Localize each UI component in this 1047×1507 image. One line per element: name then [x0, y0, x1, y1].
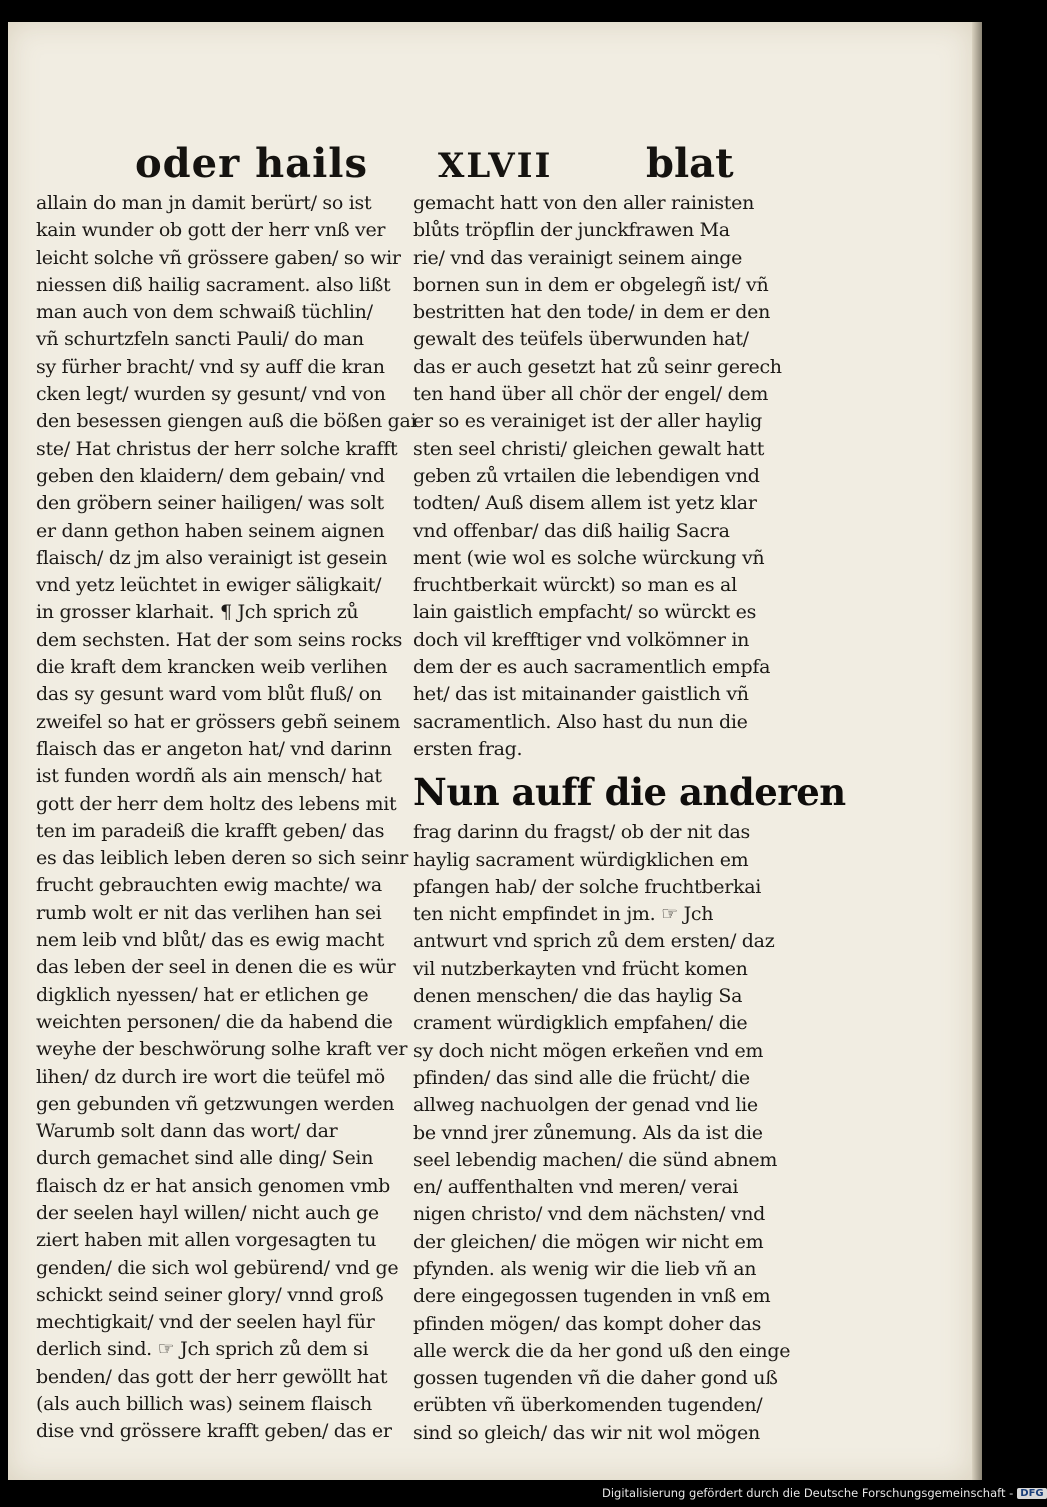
- text-line: dise vnd grössere krafft geben/ das er: [36, 1420, 392, 1443]
- text-line: pfinden/ das sind alle die frücht/ die: [413, 1066, 750, 1089]
- text-line: bestritten hat den tode/ in dem er den: [413, 301, 771, 324]
- text-line: dem sechsten. Hat der som seins rocks: [36, 628, 403, 651]
- text-line: allain do man jn damit berürt/ so ist: [36, 192, 372, 214]
- text-line: bornen sun in dem er obgelegñ ist/ vñ: [413, 273, 769, 296]
- text-line: sy fürher bracht/ vnd sy auff die kran: [36, 355, 385, 378]
- text-line: doch vil krefftiger vnd volkömner in: [413, 628, 750, 651]
- section-heading: Nun auff die anderen: [413, 770, 846, 815]
- text-line: derlich sind. ☞ Jch sprich zů dem si: [36, 1338, 369, 1361]
- text-line: gott der herr dem holtz des lebens mit: [36, 792, 397, 815]
- text-line: sind so gleich/ das wir nit wol mögen: [413, 1421, 760, 1444]
- text-line: frucht gebrauchten ewig machte/ wa: [36, 874, 382, 897]
- text-line: der gleichen/ die mögen wir nicht em: [413, 1230, 764, 1253]
- text-line: er dann gethon haben seinem aignen: [36, 519, 385, 542]
- text-line: nigen christo/ vnd dem nächsten/ vnd: [413, 1203, 766, 1226]
- funding-credit-text: Digitalisierung gefördert durch die Deutsche Forschungsgemeinschaft -: [602, 1486, 1014, 1500]
- text-line: den gröbern seiner hailigen/ was solt: [36, 492, 384, 515]
- text-line: schickt seind seiner glory/ vnnd groß: [36, 1283, 384, 1306]
- text-line: rumb wolt er nit das verlihen han sei: [36, 901, 382, 924]
- text-line: vñ schurtzfeln sancti Pauli/ do man: [36, 328, 364, 351]
- text-line: das er auch gesetzt hat zů seinr gerech: [413, 355, 782, 378]
- text-line: sy doch nicht mögen erkeñen vnd em: [413, 1039, 764, 1062]
- text-line: ist funden wordñ als ain mensch/ hat: [36, 765, 382, 788]
- dfg-logo: DFG: [1017, 1488, 1046, 1499]
- text-line: vil nutzberkayten vnd frücht komen: [413, 957, 748, 980]
- text-line: digklich nyessen/ hat er etlichen ge: [36, 983, 369, 1006]
- text-line: flaisch dz er hat ansich genomen vmb: [36, 1174, 391, 1197]
- text-line: weichten personen/ die da habend die: [36, 1010, 393, 1033]
- text-line: leicht solche vñ grössere gaben/ so wir: [36, 246, 401, 269]
- text-line: fruchtberkait würckt) so man es al: [413, 574, 737, 597]
- text-line: das leben der seel in denen die es wür: [36, 956, 396, 979]
- folio-number: XLVII: [438, 146, 553, 186]
- text-line: vnd offenbar/ das diß hailig Sacra: [413, 519, 730, 542]
- text-line: das sy gesunt ward vom blůt fluß/ on: [36, 683, 382, 706]
- text-line: gemacht hatt von den aller rainisten: [413, 192, 755, 214]
- text-line: pfangen hab/ der solche fruchtberkai: [413, 875, 762, 898]
- running-head-title: oder hails: [135, 140, 369, 187]
- text-line: den besessen giengen auß die bößen gai: [36, 410, 417, 433]
- left-text-column: [36, 190, 417, 1446]
- text-line: todten/ Auß disem allem ist yetz klar: [413, 492, 757, 515]
- text-line: pfynden. als wenig wir die lieb vñ an: [413, 1257, 757, 1280]
- right-column-top-text: [413, 190, 782, 763]
- text-line: crament würdigklich empfahen/ die: [413, 1012, 748, 1035]
- text-line: en/ auffenthalten vnd meren/ verai: [413, 1176, 739, 1199]
- text-line: seel lebendig machen/ die sünd abnem: [413, 1148, 778, 1171]
- text-line: niessen diß hailig sacrament. also lißt: [36, 273, 391, 296]
- text-line: es das leiblich leben deren so sich seinr: [36, 847, 409, 870]
- text-line: genden/ die sich wol gebürend/ vnd ge: [36, 1256, 399, 1279]
- text-line: flaisch das er angeton hat/ vnd darinn: [36, 737, 392, 760]
- text-line: alle werck die da her gond uß den einge: [413, 1339, 791, 1362]
- text-line: Warumb solt dann das wort/ dar: [36, 1120, 338, 1143]
- text-line: sacramentlich. Also hast du nun die: [413, 710, 748, 733]
- text-line: dem der es auch sacramentlich empfa: [413, 656, 771, 679]
- text-line: het/ das ist mitainander gaistlich vñ: [413, 683, 749, 706]
- text-line: er so es verainiget ist der aller haylig: [413, 410, 762, 433]
- text-line: allweg nachuolgen der genad vnd lie: [413, 1094, 758, 1117]
- text-line: geben zů vrtailen die lebendigen vnd: [413, 464, 760, 487]
- text-line: ten nicht empfindet in jm. ☞ Jch: [413, 903, 714, 926]
- text-line: weyhe der beschwörung solhe kraft ver: [36, 1038, 408, 1061]
- running-head-blat: blat: [646, 140, 734, 187]
- text-line: der seelen hayl willen/ nicht auch ge: [36, 1201, 379, 1224]
- text-line: durch gemachet sind alle ding/ Sein: [36, 1147, 374, 1170]
- text-line: pfinden mögen/ das kompt doher das: [413, 1312, 762, 1335]
- text-line: ment (wie wol es solche würckung vñ: [413, 546, 765, 569]
- text-line: geben den klaidern/ dem gebain/ vnd: [36, 464, 385, 487]
- right-column-bottom-text: [413, 819, 791, 1447]
- text-line: (als auch billich was) seinem flaisch: [36, 1393, 372, 1416]
- funding-credit: [602, 1486, 1044, 1504]
- text-line: frag darinn du fragst/ ob der nit das: [413, 821, 750, 844]
- text-line: mechtigkait/ vnd der seelen hayl für: [36, 1311, 375, 1334]
- text-line: sten seel christi/ gleichen gewalt hatt: [413, 437, 765, 460]
- text-line: erübten vñ überkomenden tugenden/: [413, 1394, 763, 1417]
- text-line: gewalt des teüfels überwunden hat/: [413, 328, 749, 351]
- text-line: blůts tröpflin der junckfrawen Ma: [413, 219, 730, 242]
- text-line: antwurt vnd sprich zů dem ersten/ daz: [413, 930, 775, 953]
- right-text-column: [413, 190, 846, 1447]
- text-line: kain wunder ob gott der herr vnß ver: [36, 219, 386, 242]
- text-line: be vnnd jrer zůnemung. Als da ist die: [413, 1121, 763, 1144]
- text-line: gossen tugenden vñ die daher gond uß: [413, 1367, 778, 1390]
- text-line: vnd yetz leüchtet in ewiger säligkait/: [36, 574, 382, 597]
- text-line: in grosser klarhait. ¶ Jch sprich zů: [36, 601, 359, 624]
- text-line: cken legt/ wurden sy gesunt/ vnd von: [36, 383, 386, 406]
- text-line: ten im paradeiß die krafft geben/ das: [36, 819, 385, 842]
- text-line: gen gebunden vñ getzwungen werden: [36, 1092, 395, 1115]
- text-line: lain gaistlich empfacht/ so würckt es: [413, 601, 757, 624]
- text-line: ziert haben mit allen vorgesagten tu: [36, 1229, 377, 1252]
- text-line: nem leib vnd blůt/ das es ewig macht: [36, 929, 385, 952]
- text-line: man auch von dem schwaiß tüchlin/: [36, 301, 373, 324]
- text-line: benden/ das gott der herr gewöllt hat: [36, 1365, 388, 1388]
- text-line: lihen/ dz durch ire wort die teüfel mö: [36, 1065, 385, 1088]
- text-line: dere eingegossen tugenden in vnß em: [413, 1285, 771, 1308]
- text-line: ersten frag.: [413, 737, 523, 760]
- book-page: [8, 22, 972, 1480]
- text-line: rie/ vnd das verainigt seinem ainge: [413, 246, 743, 269]
- text-line: zweifel so hat er grössers gebñ seinem: [36, 710, 401, 733]
- text-line: denen menschen/ die das haylig Sa: [413, 985, 743, 1008]
- text-line: flaisch/ dz jm also verainigt ist gesein: [36, 546, 388, 569]
- text-line: ste/ Hat christus der herr solche krafft: [36, 437, 398, 460]
- text-line: ten hand über all chör der engel/ dem: [413, 383, 769, 406]
- text-line: haylig sacrament würdigklichen em: [413, 848, 749, 871]
- text-line: die kraft dem krancken weib verlihen: [36, 656, 388, 679]
